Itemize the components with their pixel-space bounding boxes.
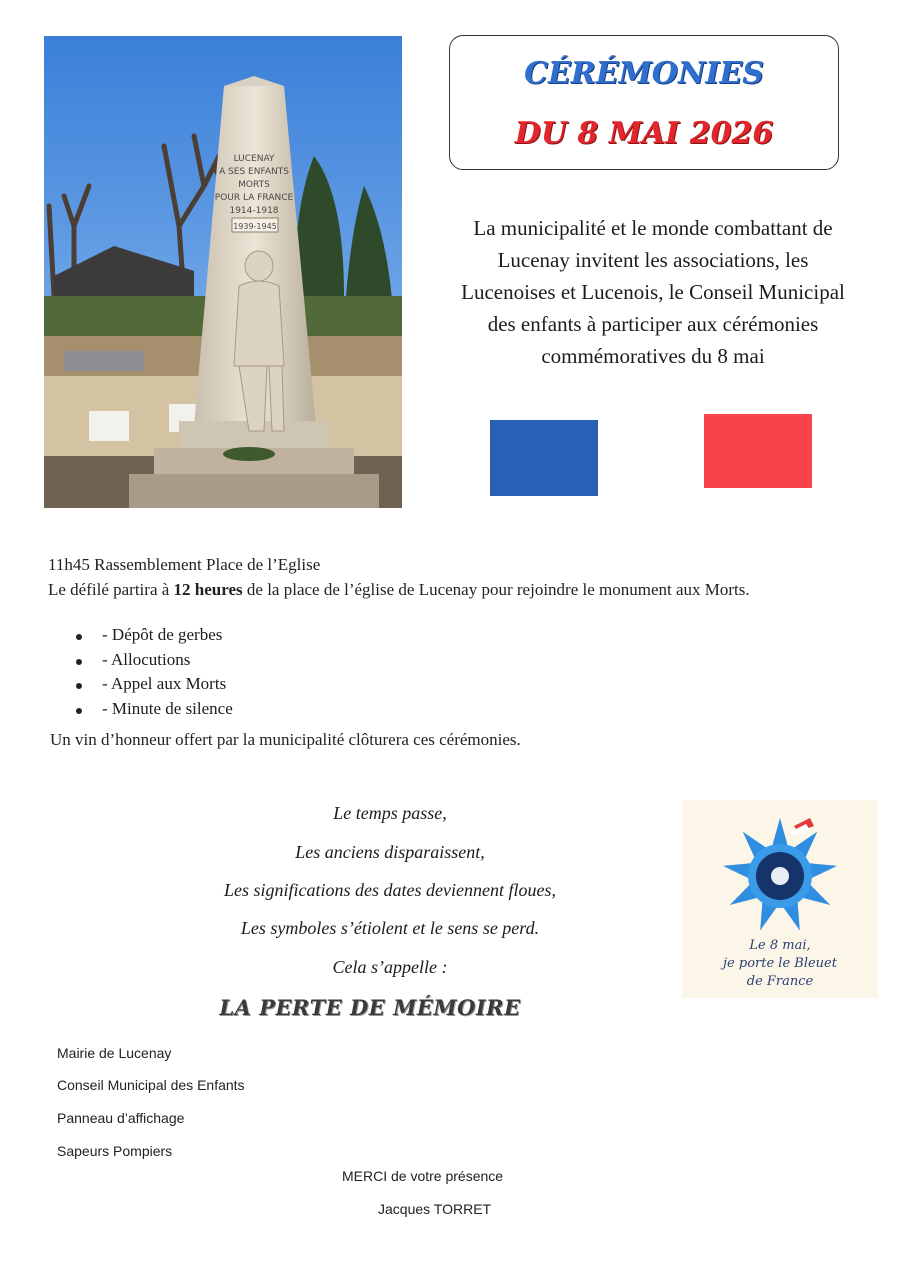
poem-line: Les symboles s’étiolent et le sens se perd. — [240, 918, 540, 938]
distribution-item: Conseil Municipal des Enfants — [57, 1077, 245, 1093]
title-date: DU 8 MAI 2026 — [514, 116, 774, 151]
bleuet-caption-line: de France — [746, 974, 814, 989]
parade-time: 12 heures — [173, 580, 243, 599]
signature: Jacques TORRET — [378, 1201, 492, 1217]
bleuet-caption-line: je porte le Bleuet — [723, 956, 837, 971]
agenda-item: - Minute de silence — [72, 699, 233, 724]
title-ceremonies: CÉRÉMONIES — [524, 56, 764, 91]
flag-red-stripe — [704, 414, 812, 488]
monument-inscription-line: MORTS — [238, 180, 270, 190]
monument-inscription-line: A SES ENFANTS — [219, 167, 289, 177]
flag-blue-stripe — [490, 420, 598, 496]
monument-inscription-line: 1914-1918 — [229, 206, 279, 216]
agenda-item: - Allocutions — [72, 650, 233, 675]
monument-inscription-line: POUR LA FRANCE — [214, 193, 294, 203]
poem-line: Les significations des dates deviennent floues, — [224, 880, 556, 900]
agenda-item: - Dépôt de gerbes — [72, 625, 233, 650]
invitation-text: La municipalité et le monde combattant de Lucenay invitent les associations, les Lucenoises et Lucenois, le Conseil Municipal des enfants à participer aux cérémonies commémoratives du 8 mai — [461, 216, 845, 368]
french-flag — [490, 414, 814, 494]
reception-line: Un vin d’honneur offert par la municipalité clôturera ces cérémonies. — [50, 730, 521, 749]
poem-line: Cela s’appelle : — [332, 957, 448, 977]
gathering-line: 11h45 Rassemblement Place de l’Eglise — [48, 555, 321, 574]
bleuet-emblem — [682, 800, 878, 998]
poem-line: Le temps passe, — [333, 803, 447, 823]
distribution-item: Mairie de Lucenay — [57, 1045, 172, 1061]
flag-white-stripe — [598, 414, 706, 494]
agenda-list — [72, 625, 233, 723]
parade-text-start: Le défilé partira à — [48, 580, 174, 599]
distribution-item: Panneau d’affichage — [57, 1110, 185, 1126]
distribution-item: Sapeurs Pompiers — [57, 1143, 173, 1159]
agenda-item: - Appel aux Morts — [72, 674, 233, 699]
monument-inscription-line: LUCENAY — [233, 154, 275, 164]
thanks-line: MERCI de votre présence — [342, 1168, 504, 1184]
bleuet-caption-line: Le 8 mai, — [749, 938, 811, 953]
monument-photo — [44, 36, 402, 508]
poem-line: Les anciens disparaissent, — [295, 842, 485, 862]
cornflower-icon — [682, 800, 878, 940]
poem-heading: LA PERTE DE MÉMOIRE — [219, 995, 521, 1020]
title-box — [449, 35, 839, 170]
parade-line — [48, 580, 750, 600]
parade-text-end: de la place de l’église de Lucenay pour rejoindre le monument aux Morts. — [242, 580, 750, 599]
monument-inscription-line: 1939-1945 — [233, 222, 277, 231]
